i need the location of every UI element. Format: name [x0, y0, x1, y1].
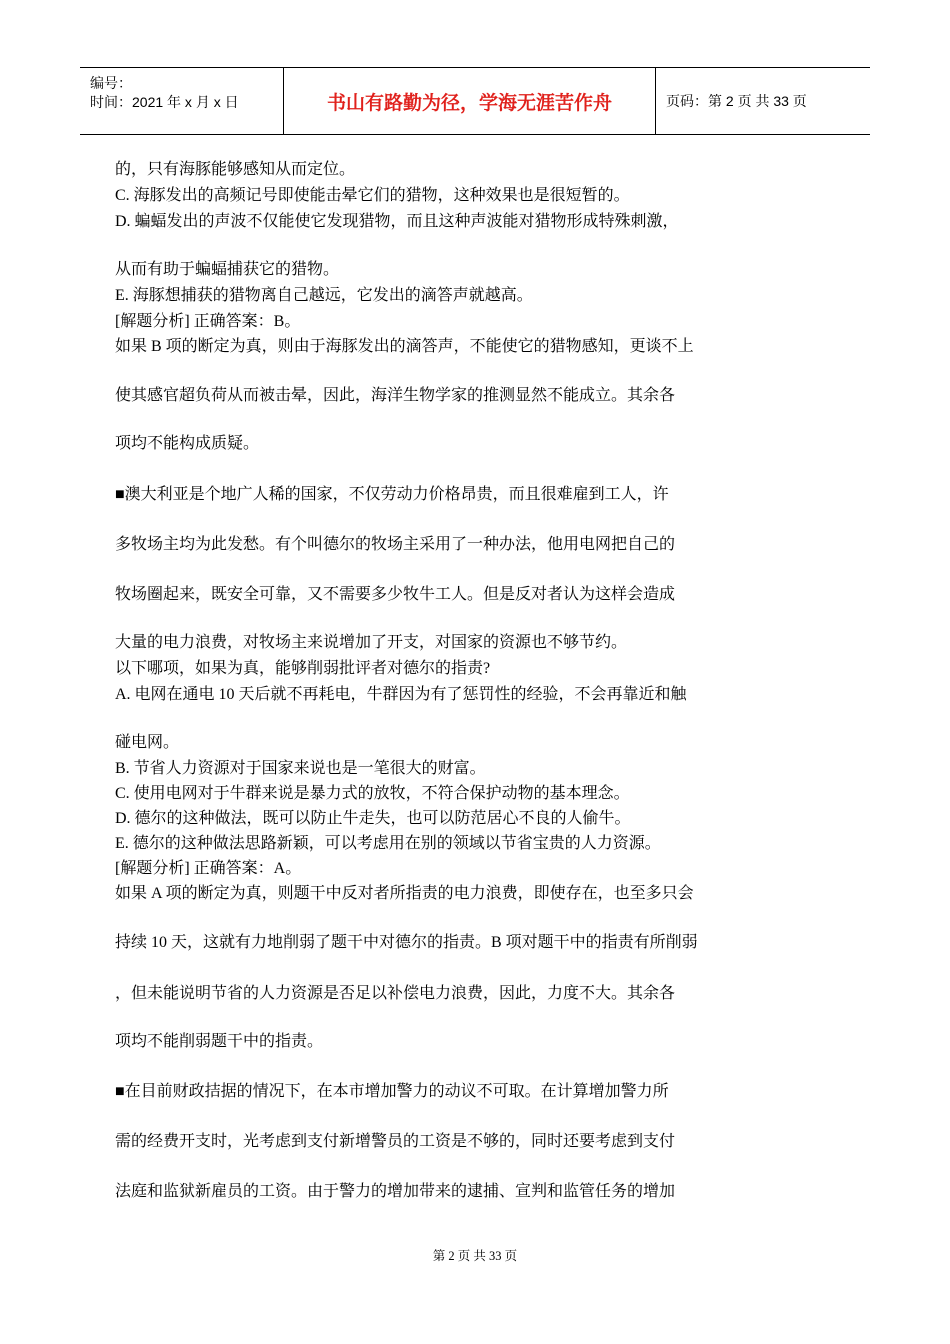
text-line: 需的经费开支时，光考虑到支付新增警员的工资是不够的，同时还要考虑到支付 — [115, 1133, 676, 1150]
text-line: [解题分析] 正确答案：B。 — [115, 313, 301, 330]
text-line: A. 电网在通电 10 天后就不再耗电，牛群因为有了惩罚性的经验，不会再靠近和触 — [115, 686, 687, 703]
text-line: 多牧场主均为此发愁。有个叫德尔的牧场主采用了一种办法，他用电网把自己的 — [115, 536, 676, 553]
text-line: D. 德尔的这种做法，既可以防止牛走失，也可以防范居心不良的人偷牛。 — [115, 810, 631, 827]
text-line: 项均不能削弱题干中的指责。 — [115, 1033, 324, 1050]
text-line: 碰电网。 — [115, 734, 180, 751]
header-motto: 书山有路勤为径，学海无涯苦作舟 — [284, 68, 656, 134]
text-line: 项均不能构成质疑。 — [115, 435, 260, 452]
text-line: 牧场圈起来，既安全可靠，又不需要多少牧牛工人。但是反对者认为这样会造成 — [115, 586, 676, 603]
text-line: ，但未能说明节省的人力资源是否足以补偿电力浪费，因此，力度不大。其余各 — [115, 985, 676, 1002]
text-line: 持续 10 天，这就有力地削弱了题干中对德尔的指责。B 项对题干中的指责有所削弱 — [115, 934, 698, 951]
text-line: D. 蝙蝠发出的声波不仅能使它发现猎物，而且这种声波能对猎物形成特殊刺激， — [115, 213, 679, 230]
text-line: [解题分析] 正确答案：A。 — [115, 860, 302, 877]
code-label: 编号： — [90, 75, 132, 91]
header-meta-cell — [80, 68, 284, 134]
text-line: B. 节省人力资源对于国家来说也是一笔很大的财富。 — [115, 760, 486, 777]
text-line: 如果 A 项的断定为真，则题干中反对者所指责的电力浪费，即使存在，也至多只会 — [115, 885, 694, 902]
text-line: 如果 B 项的断定为真，则由于海豚发出的滴答声，不能使它的猎物感知，更谈不上 — [115, 338, 694, 355]
text-line: 法庭和监狱新雇员的工资。由于警力的增加带来的逮捕、宣判和监管任务的增加 — [115, 1183, 676, 1200]
text-line: E. 德尔的这种做法思路新颖，可以考虑用在别的领域以节省宝贵的人力资源。 — [115, 835, 661, 852]
text-line: ■在目前财政拮据的情况下，在本市增加警力的动议不可取。在计算增加警力所 — [115, 1083, 669, 1100]
text-line: 的，只有海豚能够感知从而定位。 — [115, 161, 356, 178]
text-line: 使其感官超负荷从而被击晕，因此，海洋生物学家的推测显然不能成立。其余各 — [115, 387, 676, 404]
text-line: E. 海豚想捕获的猎物离自己越远，它发出的滴答声就越高。 — [115, 287, 533, 304]
text-line: 以下哪项，如果为真，能够削弱批评者对德尔的指责? — [115, 660, 491, 677]
text-line: ■澳大利亚是个地广人稀的国家，不仅劳动力价格昂贵，而且很难雇到工人，许 — [115, 486, 669, 503]
text-line: C. 海豚发出的高频记号即使能击晕它们的猎物，这种效果也是很短暂的。 — [115, 187, 630, 204]
header-table — [80, 67, 870, 135]
page-footer: 第 2 页 共 33 页 — [432, 1249, 518, 1263]
text-line: C. 使用电网对于牛群来说是暴力式的放牧，不符合保护动物的基本理念。 — [115, 785, 630, 802]
header-page-info: 页码：第 2 页 共 33 页 — [666, 93, 807, 109]
text-line: 从而有助于蝙蝠捕获它的猎物。 — [115, 261, 340, 278]
date-label: 时间：2021 年 x 月 x 日 — [90, 94, 239, 110]
text-line: 大量的电力浪费，对牧场主来说增加了开支，对国家的资源也不够节约。 — [115, 634, 628, 651]
